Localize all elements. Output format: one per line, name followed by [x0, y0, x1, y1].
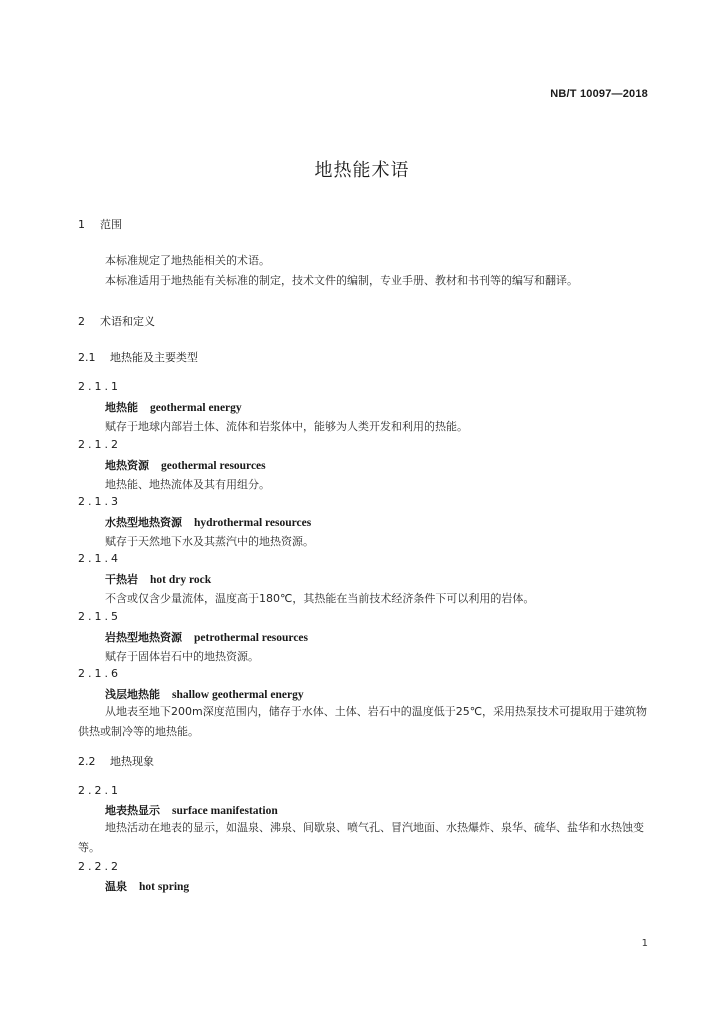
- term-number: 2.1.2: [78, 438, 121, 451]
- subsection-number: 2.2: [78, 755, 96, 768]
- term-definition: 从地表至地下200m深度范围内，储存于水体、土体、岩石中的温度低于25℃，采用热泵技术可提取用于建筑物供热或制冷等的地热能。: [78, 705, 648, 738]
- section-2-heading: [78, 312, 658, 332]
- term-zh: 水热型地热资源: [105, 516, 182, 529]
- section-number: 2: [78, 315, 85, 328]
- term-zh: 浅层地热能: [105, 688, 160, 701]
- term-definition: 赋存于固体岩石中的地热资源。: [105, 650, 259, 663]
- standard-code: NB/T 10097—2018: [550, 88, 648, 100]
- term-zh: 地表热显示: [105, 804, 160, 817]
- term-entry: [105, 399, 242, 415]
- term-number: 2.2.1: [78, 784, 121, 797]
- term-definition: 地热活动在地表的显示，如温泉、沸泉、间歇泉、喷气孔、冒汽地面、水热爆炸、泉华、硫华、盐华和水热蚀变等。: [78, 821, 644, 854]
- document-title: 地热能术语: [314, 160, 410, 181]
- term-number: 2.1.6: [78, 667, 121, 680]
- term-entry: [105, 686, 304, 702]
- term-number: 2.1.1: [78, 380, 121, 393]
- subsection-title: 地热现象: [110, 755, 154, 768]
- term-entry: [105, 514, 311, 530]
- page-number: 1: [641, 938, 648, 949]
- scope-paragraph: 本标准适用于地热能有关标准的制定，技术文件的编制，专业手册、教材和书刊等的编写和翻译。: [105, 274, 578, 287]
- term-definition: 赋存于天然地下水及其蒸汽中的地热资源。: [105, 535, 314, 548]
- section-title: 范围: [100, 218, 122, 231]
- term-entry: [105, 457, 266, 473]
- term-definition: 赋存于地球内部岩土体、流体和岩浆体中，能够为人类开发和利用的热能。: [105, 420, 468, 433]
- term-zh: 干热岩: [105, 573, 138, 586]
- section-1-heading: [78, 215, 658, 235]
- term-zh: 温泉: [105, 880, 127, 893]
- term-number: 2.1.5: [78, 610, 121, 623]
- term-zh: 岩热型地热资源: [105, 631, 182, 644]
- scope-paragraph: 本标准规定了地热能相关的术语。: [105, 254, 270, 267]
- section-number: 1: [78, 218, 85, 231]
- term-en: surface manifestation: [172, 805, 278, 817]
- term-entry: [105, 571, 211, 587]
- subsection-2-2-heading: [78, 752, 658, 772]
- term-entry: [105, 802, 278, 818]
- scope-body: [78, 251, 658, 291]
- term-definition: 不含或仅含少量流体，温度高于180℃，其热能在当前技术经济条件下可以利用的岩体。: [105, 592, 535, 605]
- subsection-title: 地热能及主要类型: [110, 351, 198, 364]
- term-entry: [105, 629, 308, 645]
- term-zh: 地热能: [105, 401, 138, 414]
- term-en: geothermal resources: [161, 460, 266, 472]
- term-en: petrothermal resources: [194, 632, 309, 644]
- term-entry: [105, 878, 189, 894]
- term-zh: 地热资源: [105, 459, 149, 472]
- term-en: shallow geothermal energy: [172, 689, 304, 701]
- term-en: geothermal energy: [150, 402, 242, 414]
- term-en: hot spring: [139, 881, 190, 893]
- section-title: 术语和定义: [100, 315, 155, 328]
- term-definition: 地热能、地热流体及其有用组分。: [105, 478, 270, 491]
- subsection-2-1-heading: [78, 348, 658, 368]
- subsection-number: 2.1: [78, 351, 96, 364]
- term-number: 2.1.4: [78, 552, 121, 565]
- term-number: 2.2.2: [78, 860, 121, 873]
- term-en: hydrothermal resources: [194, 517, 312, 529]
- term-en: hot dry rock: [150, 574, 212, 586]
- term-number: 2.1.3: [78, 495, 121, 508]
